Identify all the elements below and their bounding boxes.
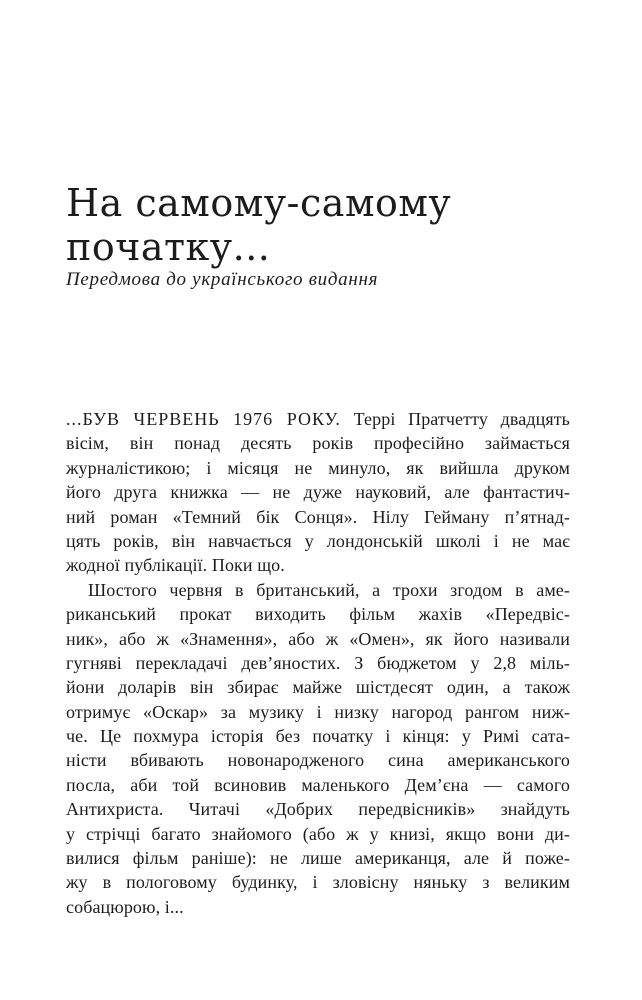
paragraph-2-line-14: собацюрою, і... [66, 896, 184, 917]
paragraph-2-line-10: Антихриста. Читачі «Добрих передвісників» знайдуть [66, 799, 570, 820]
paragraph-1-line-6: цять років, він навчається у лондонській школі і не має [66, 530, 570, 551]
paragraph-2-line-8: ністи вбивають новонародженого сина американського [66, 750, 570, 771]
chapter-title-line-2: початку... [66, 225, 271, 269]
paragraph-1-line-7: жодної публікації. Поки що. [66, 555, 285, 576]
chapter-subtitle: Передмова до українського видання [66, 269, 379, 290]
paragraph-1-line-4: його друга книжка — не дуже науковий, але фантастич- [66, 482, 570, 503]
paragraph-2-line-2: риканський прокат виходить фільм жахів «Передвіс- [66, 604, 570, 625]
paragraph-1-line-5: ний роман «Темний бік Сонця». Нілу Гейману п’ятнад- [66, 506, 570, 527]
paragraph-2-line-4: гугняві перекладачі дев’яностих. З бюджетом у 2,8 міль- [66, 652, 570, 673]
chapter-title-line-1: На самому-самому [66, 181, 452, 225]
paragraph-2-line-5: йони доларів він збирає майже шістдесят один, а також [66, 677, 570, 698]
paragraph-1-line-1 [66, 407, 570, 431]
paragraph-2-line-12: вилися фільм раніше): не лише американця, але й поже- [66, 848, 570, 869]
paragraph-2-line-13: жу в пологовому будинку, і зловісну няньку з великим [66, 872, 570, 893]
paragraph-1-line-3: журналістикою; і місяця не минуло, як вийшла друком [66, 457, 570, 478]
paragraph-1-line-1-text: Террі Пратчетту двадцять [353, 409, 570, 429]
paragraph-1-line-2: вісім, він понад десять років професійно займається [66, 433, 570, 454]
paragraph-lead-in: ...БУВ ЧЕРВЕНЬ 1976 РОКУ. [66, 409, 341, 429]
paragraph-2-line-3: ник», або ж «Знамення», або ж «Омен», як його називали [66, 628, 570, 649]
body-text [66, 407, 570, 919]
paragraph-2-line-7: че. Це похмура історія без початку і кінця: у Римі сата- [66, 726, 570, 747]
paragraph-2-line-6: отримує «Оскар» за музику і низку нагород рангом ниж- [66, 701, 570, 722]
paragraph-2-line-11: у стрічці багато знайомого (або ж у книзі, якщо вони ди- [66, 823, 570, 844]
paragraph-2-line-1: Шостого червня в британський, а трохи згодом в аме- [88, 579, 570, 600]
paragraph-2-line-9: посла, аби той всиновив маленького Дем’єна — самого [66, 774, 570, 795]
